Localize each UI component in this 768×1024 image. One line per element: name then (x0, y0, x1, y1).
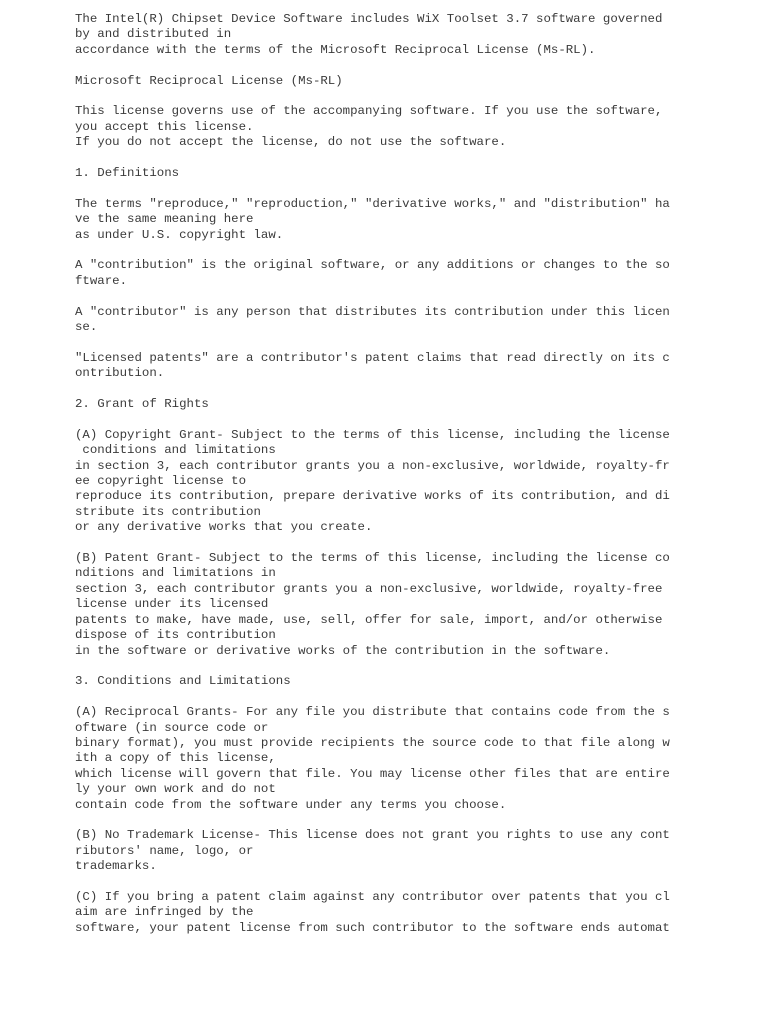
text-line: (A) Reciprocal Grants- For any file you distribute that contains code from the s (75, 705, 670, 720)
license-paragraph (75, 305, 755, 336)
text-line: nditions and limitations in (75, 566, 276, 581)
text-line: accordance with the terms of the Microsoft Reciprocal License (Ms-RL). (75, 42, 596, 57)
text-line: in the software or derivative works of the contribution in the software. (75, 643, 611, 658)
text-line: aim are infringed by the (75, 905, 254, 920)
text-line: A "contributor" is any person that distributes its contribution under this licen (75, 304, 670, 319)
text-line: This license governs use of the accompanying software. If you use the software, (75, 104, 663, 119)
license-paragraph (75, 74, 755, 89)
text-line: ee copyright license to (75, 474, 247, 489)
text-line: in section 3, each contributor grants you a non-exclusive, worldwide, royalty-fr (75, 458, 670, 473)
text-line: conditions and limitations (75, 443, 276, 458)
text-line: (B) No Trademark License- This license does not grant you rights to use any cont (75, 828, 670, 843)
text-line: ith a copy of this license, (75, 751, 276, 766)
text-line: Microsoft Reciprocal License (Ms-RL) (75, 73, 343, 88)
license-document (75, 12, 755, 952)
license-paragraph (75, 104, 755, 150)
text-line: stribute its contribution (75, 504, 261, 519)
text-line: license under its licensed (75, 597, 269, 612)
text-line: or any derivative works that you create. (75, 520, 373, 535)
license-paragraph (75, 705, 755, 813)
license-paragraph (75, 397, 755, 412)
text-line: contain code from the software under any terms you choose. (75, 797, 507, 812)
license-paragraph (75, 197, 755, 243)
license-paragraph (75, 551, 755, 659)
license-paragraph (75, 828, 755, 874)
text-line: which license will govern that file. You may license other files that are entire (75, 766, 670, 781)
text-line: binary format), you must provide recipients the source code to that file along w (75, 735, 670, 750)
text-line: ve the same meaning here (75, 212, 254, 227)
text-line: ributors' name, logo, or (75, 843, 254, 858)
text-line: dispose of its contribution (75, 628, 276, 643)
text-line: ontribution. (75, 366, 165, 381)
text-line: If you do not accept the license, do not use the software. (75, 135, 507, 150)
license-paragraph (75, 166, 755, 181)
license-paragraph (75, 258, 755, 289)
text-line: software, your patent license from such contributor to the software ends automat (75, 920, 670, 935)
text-line: A "contribution" is the original software, or any additions or changes to the so (75, 258, 670, 273)
text-line: trademarks. (75, 859, 157, 874)
license-paragraph (75, 351, 755, 382)
text-line: oftware (in source code or (75, 720, 269, 735)
text-line: (B) Patent Grant- Subject to the terms of this license, including the license co (75, 551, 670, 566)
text-line: "Licensed patents" are a contributor's patent claims that read directly on its c (75, 350, 670, 365)
license-paragraph (75, 674, 755, 689)
text-line: The terms "reproduce," "reproduction," "derivative works," and "distribution" ha (75, 196, 670, 211)
text-line: 2. Grant of Rights (75, 397, 209, 412)
text-line: by and distributed in (75, 27, 232, 42)
text-line: The Intel(R) Chipset Device Software includes WiX Toolset 3.7 software governed (75, 12, 663, 26)
text-line: (A) Copyright Grant- Subject to the terms of this license, including the license (75, 427, 670, 442)
text-line: 1. Definitions (75, 166, 180, 181)
license-paragraph (75, 890, 755, 936)
license-paragraph (75, 12, 755, 58)
text-line: 3. Conditions and Limitations (75, 674, 291, 689)
text-line: ftware. (75, 273, 128, 288)
text-line: patents to make, have made, use, sell, offer for sale, import, and/or otherwise (75, 612, 663, 627)
text-line: reproduce its contribution, prepare derivative works of its contribution, and di (75, 489, 670, 504)
text-line: (C) If you bring a patent claim against any contributor over patents that you cl (75, 889, 670, 904)
text-line: ly your own work and do not (75, 782, 276, 797)
text-line: se. (75, 320, 98, 335)
text-line: you accept this license. (75, 119, 254, 134)
text-line: as under U.S. copyright law. (75, 227, 284, 242)
license-paragraph (75, 428, 755, 536)
text-line: section 3, each contributor grants you a non-exclusive, worldwide, royalty-free (75, 581, 663, 596)
